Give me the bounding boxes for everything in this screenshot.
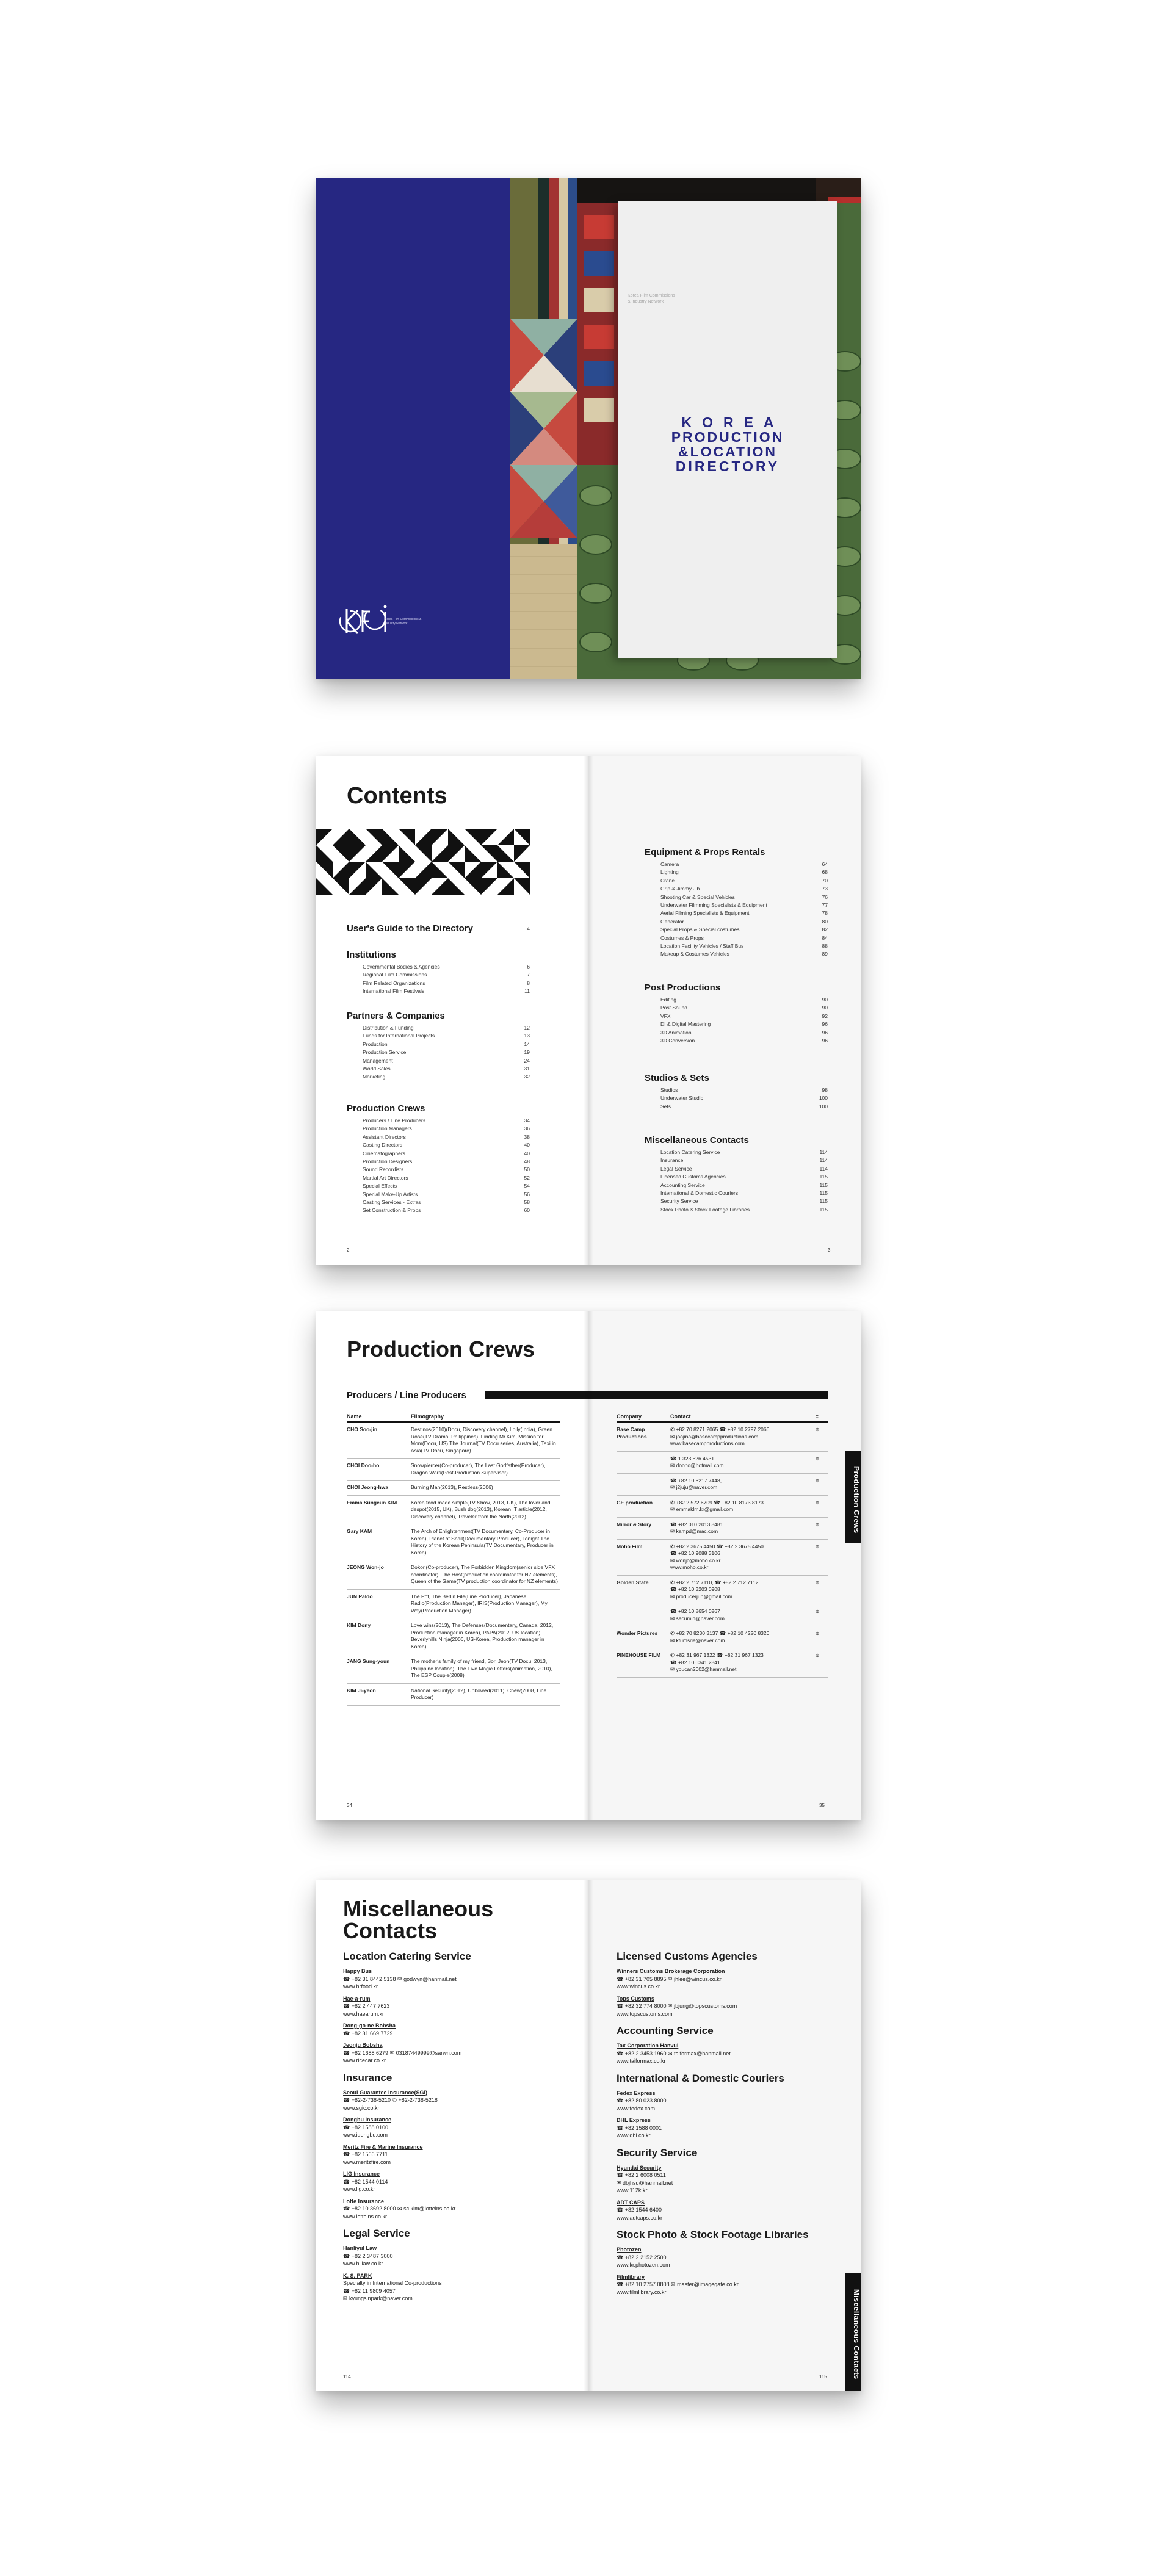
toc-section-post xyxy=(645,983,828,1045)
toc-item[interactable]: Cinematographers 40 xyxy=(363,1150,530,1156)
toc-heading: Partners & Companies xyxy=(347,1011,445,1021)
toc-heading: Miscellaneous Contacts xyxy=(645,1135,749,1145)
contact-entry: Winners Customs Brokerage Corporation ☎ +82 31 705 8895 ✉ jhlee@wincus.co.kr www.wincus.co.kr xyxy=(617,1968,725,1990)
misc-title-line-2: Contacts xyxy=(343,1918,438,1943)
cover-title xyxy=(618,415,837,474)
cover-blue-panel xyxy=(316,178,510,679)
cover-title-line-3: &LOCATION xyxy=(678,444,777,460)
misc-left-column xyxy=(343,1943,563,2307)
toc-item[interactable]: Assistant Directors 38 xyxy=(363,1133,530,1140)
table-row: CHOI Doo-ho Snowpiercer(Co-producer), The Last Godfather(Producer), Dragon Wars(Post-Production Supervisor) xyxy=(347,1459,560,1481)
kfcin-logo xyxy=(339,597,425,646)
toc-item[interactable]: Security Service 115 xyxy=(660,1198,828,1205)
toc-section-partners xyxy=(347,1011,530,1081)
toc-item[interactable]: Location Facility Vehicles / Staff Bus 88 xyxy=(660,943,828,950)
contact-entry: Jeonju Bobsha ☎ +82 1688 6279 ✉ 03187449999@sarwn.com www.ricecar.co.kr xyxy=(343,2042,462,2063)
toc-item[interactable]: International Film Festivals 11 xyxy=(363,988,530,995)
table-row: Golden State ✆ +82 2 712 7110, ☎ +82 2 712 7112 ☎ +82 10 3203 0908 ✉ producerjun@gmail.com ๏ xyxy=(617,1575,828,1604)
toc-item[interactable]: Underwater Studio 100 xyxy=(660,1095,828,1102)
contact-entry: Hae-a-rum ☎ +82 2 447 7623 www.haearum.kr xyxy=(343,1995,390,2017)
subtitle-bar xyxy=(485,1391,588,1399)
misc-spread xyxy=(316,1880,861,2391)
toc-item[interactable]: Accounting Service 115 xyxy=(660,1182,828,1188)
contact-table xyxy=(617,1413,828,1678)
toc-item[interactable]: Martial Art Directors 52 xyxy=(363,1174,530,1181)
toc-item[interactable]: Editing 90 xyxy=(660,997,828,1003)
table-row: ☎ 1 323 826 4531 ✉ dooho@hotmail.com ๏ xyxy=(617,1451,828,1473)
table-row: KIM Dony Love wins(2013), The Defenses(Documentary, Canada, 2012, Production manager in Korea), PAPA(2012, US location), Beverlyhills Ninja(2006, US-Korea, Production manager in Korea) xyxy=(347,1618,560,1654)
misc-title-line-1: Miscellaneous xyxy=(343,1896,494,1921)
table-header-row xyxy=(617,1413,828,1422)
table-row: Emma Sungeun KIM Korea food made simple(TV Show, 2013, UK), The lover and despot(2015, UK), Bush dog(2013), Korean IT article(2012, Discovery channel), Traveler from the North(2012) xyxy=(347,1495,560,1524)
toc-item[interactable]: Location Catering Service 114 xyxy=(660,1149,828,1155)
toc-item[interactable]: Management 24 xyxy=(363,1057,530,1064)
table-row: JUN Paldo The Pot, The Berlin File(Line Producer), Japanese Radio(Production Manager), IRIS(Production Manager), My Way(Production Manager) xyxy=(347,1589,560,1618)
table-row: CHO Soo-jin Destinos(2010)(Docu, Discovery channel), Lolly(India), Green Rose(TV Drama, Philippines), Finding Mr.Kim, Mission for Mom(Docu, US) The Journal(TV Docu series, Australia), Taxi in Asia(TV Docu, Singapore) xyxy=(347,1422,560,1459)
toc-item[interactable]: Stock Photo & Stock Footage Libraries 115 xyxy=(660,1206,828,1213)
triangle-pattern xyxy=(316,829,530,895)
table-row: Moho Film ✆ +82 2 3675 4450 ☎ +82 2 3675 4450 ☎ +82 10 9088 3106 ✉ wonjo@moho.co.kr www.moho.co.kr ๏ xyxy=(617,1539,828,1575)
logo-subtext: Korea Film Commissions & Industry Network xyxy=(385,618,422,626)
page-number-right: 3 xyxy=(828,1247,831,1253)
contents-spread xyxy=(316,756,861,1265)
table-row: Mirror & Story ☎ +82 010 2013 8481 ✉ kampd@mac.com ๏ xyxy=(617,1517,828,1539)
row-symbol-icon: ๏ xyxy=(816,1422,828,1451)
toc-item[interactable]: Grip & Jimmy Jib 73 xyxy=(660,886,828,892)
column-header: ‡ xyxy=(816,1413,828,1422)
column-header: Company xyxy=(617,1413,670,1422)
column-header: Filmography xyxy=(411,1413,560,1422)
cover-spread xyxy=(316,178,861,679)
section-heading: Licensed Customs Agencies xyxy=(617,1950,758,1962)
contact-entry: DHL Express ☎ +82 1588 0001 www.dhl.co.kr xyxy=(617,2117,662,2138)
contact-entry: Happy Bus ☎ +82 31 8442 5138 ✉ godwyn@hanmail.net www.hrfood.kr xyxy=(343,1968,457,1990)
toc-item[interactable]: Production Managers 36 xyxy=(363,1125,530,1132)
toc-heading: Equipment & Props Rentals xyxy=(645,847,765,857)
misc-title xyxy=(343,1898,493,1942)
toc-item[interactable]: Shooting Car & Special Vehicles 76 xyxy=(660,893,828,900)
quilt-pattern xyxy=(510,319,577,538)
table-row: JANG Sung-youn The mother's family of my friend, Sori Jeon(TV Docu, 2013, Philippine location), The Five Magic Letters(Animation, 2010), The ESP Couple(2008) xyxy=(347,1654,560,1684)
contact-entry: LIG Insurance ☎ +82 1544 0114 www.lig.co.kr xyxy=(343,2171,388,2192)
toc-item[interactable]: Crane 70 xyxy=(660,877,828,884)
subtitle-bar-continued xyxy=(588,1391,828,1399)
toc-item[interactable]: Production 14 xyxy=(363,1041,530,1047)
row-symbol-icon: ๏ xyxy=(816,1539,828,1575)
toc-item[interactable]: Underwater Filmming Specialists & Equipment 77 xyxy=(660,902,828,909)
crews-spread xyxy=(316,1311,861,1820)
toc-item[interactable]: Funds for International Projects 13 xyxy=(363,1033,530,1039)
column-header: Contact xyxy=(670,1413,816,1422)
toc-item[interactable]: 3D Conversion 96 xyxy=(660,1037,828,1044)
contact-entry: Dong-go-ne Bobsha ☎ +82 31 669 7729 xyxy=(343,2022,396,2037)
toc-heading: Production Crews xyxy=(347,1103,425,1114)
toc-item[interactable]: Production Designers 48 xyxy=(363,1158,530,1165)
table-row: CHOI Jeong-hwa Burning Man(2013), Restless(2006) xyxy=(347,1481,560,1496)
toc-item[interactable]: Special Effects 54 xyxy=(363,1183,530,1189)
toc-heading: Studios & Sets xyxy=(645,1073,709,1083)
toc-item[interactable]: VFX 92 xyxy=(660,1012,828,1019)
row-symbol-icon: ๏ xyxy=(816,1626,828,1648)
cover-title-line-4: DIRECTORY xyxy=(675,458,780,474)
toc-section-equipment xyxy=(645,847,828,959)
toc-item[interactable]: Licensed Customs Agencies 115 xyxy=(660,1174,828,1180)
cover-title-line-1: KOREA xyxy=(681,414,784,430)
cover-small-text: Korea Film Commissions & Industry Network xyxy=(628,294,675,304)
toc-item[interactable]: Producers / Line Producers 34 xyxy=(363,1117,530,1124)
page-number-left: 2 xyxy=(347,1247,350,1253)
toc-guide xyxy=(347,923,530,934)
crews-title: Production Crews xyxy=(347,1337,535,1362)
row-symbol-icon: ๏ xyxy=(816,1604,828,1626)
contact-entry: Filmlibrary ☎ +82 10 2757 0808 ✉ master@imagegate.co.kr www.filmlibrary.co.kr xyxy=(617,2273,739,2295)
toc-section-studios xyxy=(645,1073,828,1111)
toc-item[interactable]: Studios 98 xyxy=(660,1087,828,1093)
contact-entry: Tops Customs ☎ +82 32 774 8000 ✉ jbjung@topscustoms.com www.topscustoms.com xyxy=(617,1995,737,2017)
contents-right-page xyxy=(588,756,861,1265)
crews-right-page xyxy=(588,1311,861,1820)
misc-left-page xyxy=(316,1880,588,2391)
contact-entry: K. S. PARK Specialty in International Co-productions ☎ +82 11 9809 4057 ✉ kyungsinpark@naver.com xyxy=(343,2272,442,2301)
contact-entry: Dongbu Insurance ☎ +82 1588 0100 www.idongbu.com xyxy=(343,2116,392,2138)
toc-guide-page: 4 xyxy=(527,926,530,932)
contents-title: Contents xyxy=(347,783,447,809)
contact-entry: Fedex Express ☎ +82 80 023 8000 www.fedex.com xyxy=(617,2090,667,2112)
row-symbol-icon: ๏ xyxy=(816,1575,828,1604)
toc-section-misc xyxy=(645,1135,828,1214)
section-heading: Stock Photo & Stock Footage Libraries xyxy=(617,2229,809,2240)
cover-title-line-2: PRODUCTION xyxy=(671,429,784,445)
toc-item[interactable]: Sets 100 xyxy=(660,1103,828,1109)
toc-item[interactable]: DI & Digital Mastering 96 xyxy=(660,1021,828,1028)
page-number-left: 114 xyxy=(343,2374,351,2379)
column-header: Name xyxy=(347,1413,411,1422)
toc-item[interactable]: Special Props & Special costumes 82 xyxy=(660,926,828,933)
cover-title-card xyxy=(618,201,837,658)
row-symbol-icon: ๏ xyxy=(816,1517,828,1539)
table-row: ☎ +82 10 6217 7448, ✉ j2juju@naver.com ๏ xyxy=(617,1473,828,1495)
crew-table xyxy=(347,1413,560,1706)
contents-left-page xyxy=(316,756,588,1265)
toc-item[interactable]: Film Related Organizations 8 xyxy=(363,980,530,986)
section-heading: Insurance xyxy=(343,2071,392,2084)
toc-item[interactable]: Set Construction & Props 60 xyxy=(363,1207,530,1214)
section-side-tab[interactable]: Production Crews xyxy=(845,1451,861,1543)
contact-entry: Lotte Insurance ☎ +82 10 3692 8000 ✉ sc.kim@lotteins.co.kr www.lotteins.co.kr xyxy=(343,2198,456,2220)
table-row: JEONG Won-jo Dokori(Co-producer), The Forbidden Kingdom(senior side VFX coordinator), The Host(production coordinator for NZ elements), Queen of the Game(TV production coordinator for NZ elements) xyxy=(347,1560,560,1590)
table-row: Base Camp Productions ✆ +82 70 8271 2065 ☎ +82 10 2797 2066 ✉ joojina@basecampproductions.com www.basecampproductions.com ๏ xyxy=(617,1422,828,1451)
toc-item[interactable]: Legal Service 114 xyxy=(660,1165,828,1172)
toc-item[interactable]: Special Make-Up Artists 56 xyxy=(363,1191,530,1197)
contact-entry: Meritz Fire & Marine Insurance ☎ +82 1566 7711 www.meritzfire.com xyxy=(343,2143,423,2165)
toc-item[interactable]: Production Service 19 xyxy=(363,1049,530,1056)
contact-entry: Hanliyul Law ☎ +82 2 3487 3000 www.hlilaw.co.kr xyxy=(343,2245,393,2267)
table-row: Wonder Pictures ✆ +82 70 8230 3137 ☎ +82 10 4220 8320 ✉ ktumsrie@naver.com ๏ xyxy=(617,1626,828,1648)
toc-item[interactable]: Casting Directors 40 xyxy=(363,1142,530,1149)
toc-item[interactable]: Insurance 114 xyxy=(660,1157,828,1164)
contact-entry: Photozen ☎ +82 2 2152 2500 www.kr.photozen.com xyxy=(617,2246,670,2268)
toc-guide-label: User's Guide to the Directory xyxy=(347,923,473,934)
row-symbol-icon: ๏ xyxy=(816,1473,828,1495)
row-symbol-icon: ๏ xyxy=(816,1451,828,1473)
table-row: PINEHOUSE FILM ✆ +82 31 967 1322 ☎ +82 31 967 1323 ☎ +82 10 6341 2841 ✉ youcan2002@hanmail.net ๏ xyxy=(617,1648,828,1678)
page-number-right: 115 xyxy=(819,2374,827,2379)
page-number-right: 35 xyxy=(819,1803,825,1808)
contact-entry: Hyundai Security ☎ +82 2 6008 0511 ✉ dbjhsu@hanmail.net www.112k.kr xyxy=(617,2164,673,2193)
toc-item[interactable]: International & Domestic Couriers 115 xyxy=(660,1190,828,1197)
toc-item[interactable]: 3D Animation 96 xyxy=(660,1029,828,1036)
section-heading: Security Service xyxy=(617,2146,698,2159)
toc-item[interactable]: Generator 80 xyxy=(660,918,828,925)
toc-item[interactable]: Sound Recordists 50 xyxy=(363,1166,530,1173)
page-number-left: 34 xyxy=(347,1803,352,1808)
table-row: KIM Ji-yeon National Security(2012), Unbowed(2011), Chew(2008, Line Producer) xyxy=(347,1683,560,1705)
misc-right-page xyxy=(588,1880,861,2391)
row-symbol-icon: ๏ xyxy=(816,1648,828,1678)
toc-heading: Institutions xyxy=(347,950,396,960)
toc-item[interactable]: Costumes & Props 84 xyxy=(660,934,828,941)
table-row: ☎ +82 10 8654 0267 ✉ secumin@naver.com ๏ xyxy=(617,1604,828,1626)
contact-entry: ADT CAPS ☎ +82 1544 6400 www.adtcaps.co.kr xyxy=(617,2199,663,2221)
toc-item[interactable]: Governmental Bodies & Agencies 6 xyxy=(363,964,530,970)
toc-item[interactable]: Lighting 68 xyxy=(660,869,828,876)
toc-guide-entry[interactable] xyxy=(347,923,530,934)
row-symbol-icon: ๏ xyxy=(816,1495,828,1517)
section-heading: Location Catering Service xyxy=(343,1950,471,1962)
toc-item[interactable]: World Sales 31 xyxy=(363,1066,530,1072)
toc-item[interactable]: Marketing 32 xyxy=(363,1073,530,1080)
toc-heading: Post Productions xyxy=(645,983,721,993)
toc-item[interactable]: Regional Film Commissions 7 xyxy=(363,972,530,978)
toc-section-production-crews xyxy=(347,1103,530,1215)
toc-item[interactable]: Camera 64 xyxy=(660,861,828,867)
section-side-tab[interactable]: Miscellaneous Contacts xyxy=(845,2273,861,2391)
toc-item[interactable]: Distribution & Funding 12 xyxy=(363,1025,530,1031)
contact-entry: Seoul Guarantee Insurance(SGI) ☎ +82-2-738-5210 ✆ +82-2-738-5218 www.sgic.co.kr xyxy=(343,2089,438,2111)
toc-item[interactable]: Makeup & Costumes Vehicles 89 xyxy=(660,951,828,958)
table-row: Gary KAM The Arch of Enlightenment(TV Documentary, Co-Producer in Korea), Planet of Snail(Documentary Producer), Tonight The History of the Korean Peninsula(TV Documentary, Producer in Korea) xyxy=(347,1524,560,1560)
section-heading: International & Domestic Couriers xyxy=(617,2072,784,2084)
crews-subtitle: Producers / Line Producers xyxy=(347,1390,466,1401)
toc-item[interactable]: Aerial Filming Specialists & Equipment 78 xyxy=(660,910,828,917)
section-heading: Accounting Service xyxy=(617,2025,714,2037)
toc-item[interactable]: Casting Services - Extras 58 xyxy=(363,1199,530,1206)
misc-right-column xyxy=(617,1943,818,2300)
section-heading: Legal Service xyxy=(343,2228,410,2239)
contact-entry: Tax Corporation Hanvul ☎ +82 2 3453 1960 ✉ taiformax@hanmail.net www.taiformax.co.kr xyxy=(617,2043,731,2064)
toc-section-institutions xyxy=(347,950,530,996)
toc-item[interactable]: Post Sound 90 xyxy=(660,1005,828,1011)
crews-left-page xyxy=(316,1311,588,1820)
table-header-row xyxy=(347,1413,560,1422)
table-row: GE production ✆ +82 2 572 6709 ☎ +82 10 8173 8173 ✉ emmaklm.kr@gmail.com ๏ xyxy=(617,1495,828,1517)
